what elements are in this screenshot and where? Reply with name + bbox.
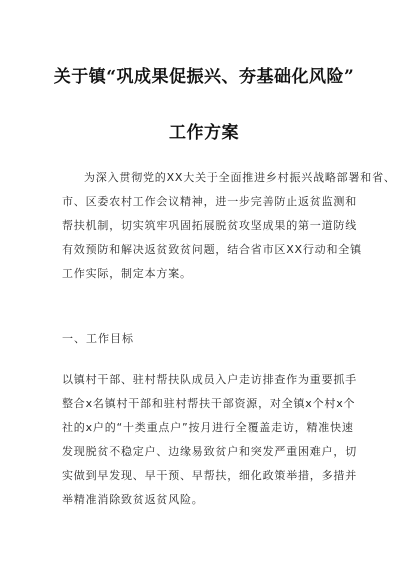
document-subtitle: 工作方案 <box>169 123 239 143</box>
paragraph-line: 举精准消除致贫返贫风险。 <box>62 493 204 506</box>
paragraph-line: 发现脱贫不稳定户、边缘易致贫户和突发严重困难户，切 <box>62 445 357 458</box>
paragraph-line: 整合x名镇村干部和驻村帮扶干部资源，对全镇x个村x个 <box>62 397 356 410</box>
paragraph-line: 实做到早发现、早干预、早帮扶，细化政策举措，多措并 <box>62 469 357 482</box>
section-heading-work-goals: 一、工作目标 <box>62 332 134 345</box>
paragraph-line: 为深入贯彻党的XX大关于全面推进乡村振兴战略部署和省、 <box>84 171 396 184</box>
section1-paragraph <box>62 368 362 512</box>
paragraph-line: 有效预防和解决返贫致贫问题，结合省市区XX行动和全镇 <box>62 243 362 256</box>
document-title: 关于镇“巩成果促振兴、夯基础化风险” <box>53 67 355 87</box>
intro-paragraph <box>62 166 396 286</box>
paragraph-line: 社的x户的“十类重点户”按月进行全覆盖走访，精准快速 <box>62 421 354 434</box>
paragraph-line: 帮扶机制，切实筑牢巩固拓展脱贫攻坚成果的第一道防线 <box>62 219 357 232</box>
paragraph-line: 市、区委农村工作会议精神，进一步完善防止返贫监测和 <box>62 195 357 208</box>
paragraph-line: 工作实际，制定本方案。 <box>62 267 192 280</box>
paragraph-line: 以镇村干部、驻村帮扶队成员入户走访排查作为重要抓手 <box>62 373 357 386</box>
